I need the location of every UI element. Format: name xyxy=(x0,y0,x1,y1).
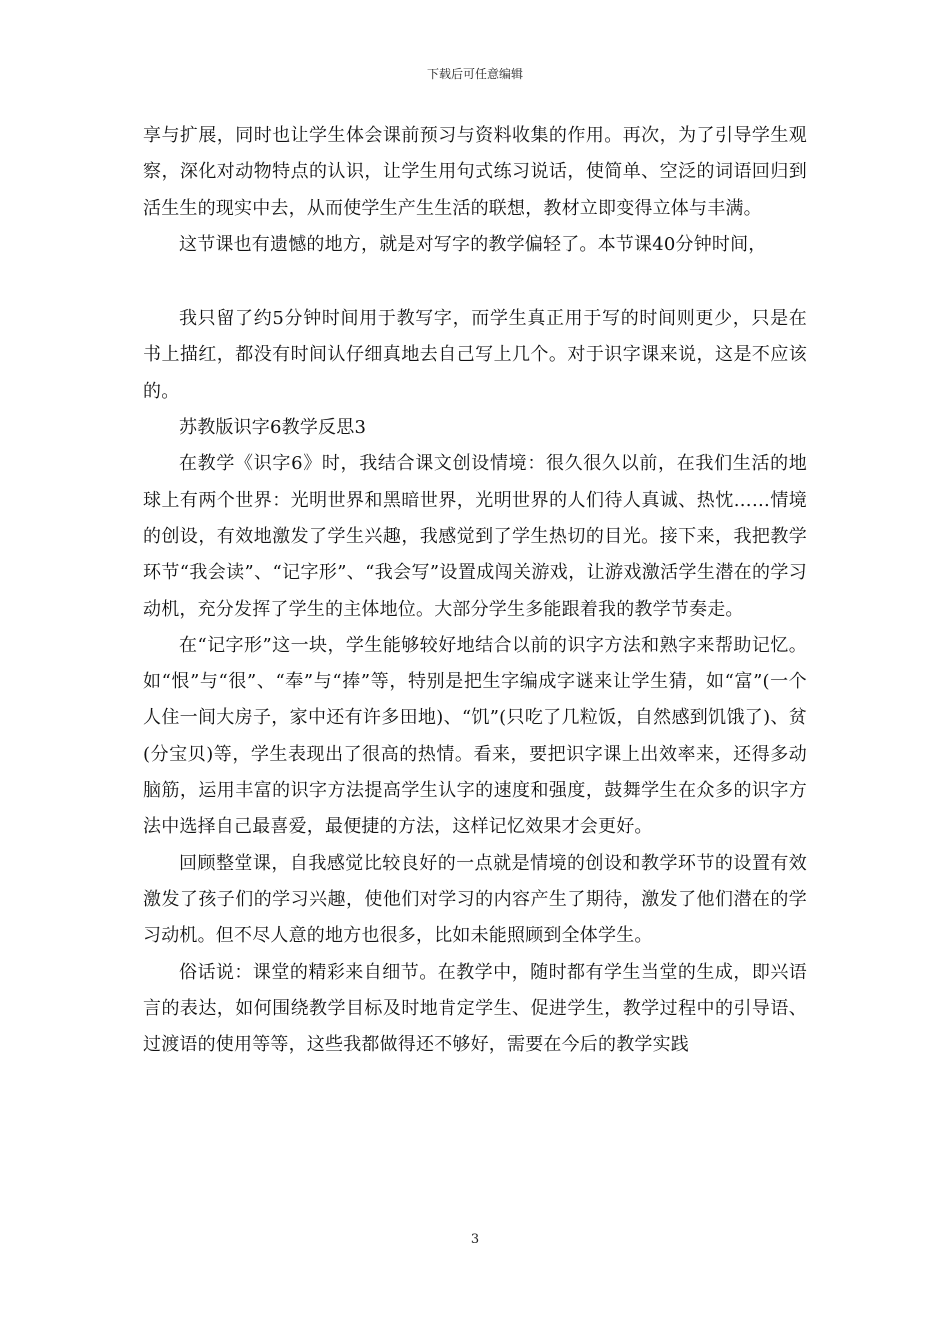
paragraph: 我只留了约5分钟时间用于教写字，而学生真正用于写的时间则更少，只是在书上描红，都没有时间认仔细真地去自己写上几个。对于识字课来说，这是不应该的。 xyxy=(143,308,807,402)
paragraph: 这节课也有遗憾的地方，就是对写字的教学偏轻了。本节课40分钟时间， xyxy=(179,233,767,255)
page-number: 3 xyxy=(470,1232,480,1247)
paragraph: 享与扩展，同时也让学生体会课前预习与资料收集的作用。再次，为了引导学生观察，深化对动物特点的认识，让学生用句式练习说话，使简单、空泛的词语回归到活生生的现实中去，从而使学生产生生活的联想，教材立即变得立体与丰满。 xyxy=(143,125,807,219)
document-body xyxy=(143,118,807,1063)
paragraph: 在“记字形”这一块，学生能够较好地结合以前的识字方法和熟字来帮助记忆。如“恨”与“很”、“奉”与“捧”等，特别是把生字编成字谜来让学生猜，如“富”(一个人住一间大房子，家中还有许多田地)、“饥”(只吃了几粒饭，自然感到饥饿了)、贫(分宝贝)等，学生表现出了很高的热情。看来，要把识字课上出效率来，还得多动脑筋，运用丰富的识字方法提高学生认字的速度和强度，鼓舞学生在众多的识字方法中选择自己最喜爱，最便捷的方法，这样记忆效果才会更好。 xyxy=(143,634,807,838)
paragraph: 俗话说：课堂的精彩来自细节。在教学中，随时都有学生当堂的生成，即兴语言的表达，如何围绕教学目标及时地肯定学生、促进学生，教学过程中的引导语、过渡语的使用等等，这些我都做得还不够好，需要在今后的教学实践 xyxy=(143,961,807,1056)
page-header: 下载后可任意编辑 xyxy=(426,67,523,81)
paragraph: 回顾整堂课，自我感觉比较良好的一点就是情境的创设和教学环节的设置有效激发了孩子们的学习兴趣，使他们对学习的内容产生了期待，激发了他们潜在的学习动机。但不尽人意的地方也很多，比如未能照顾到全体学生。 xyxy=(143,852,807,947)
section-heading: 苏教版识字6教学反思3 xyxy=(179,417,367,439)
paragraph: 在教学《识字6》时，我结合课文创设情境：很久很久以前，在我们生活的地球上有两个世界：光明世界和黑暗世界，光明世界的人们待人真诚、热忱……情境的创设，有效地激发了学生兴趣，我感觉到了学生热切的目光。接下来，我把教学环节“我会读”、“记字形”、“我会写”设置成闯关游戏，让游戏激活学生潜在的学习动机，充分发挥了学生的主体地位。大部分学生多能跟着我的教学节奏走。 xyxy=(143,453,807,620)
